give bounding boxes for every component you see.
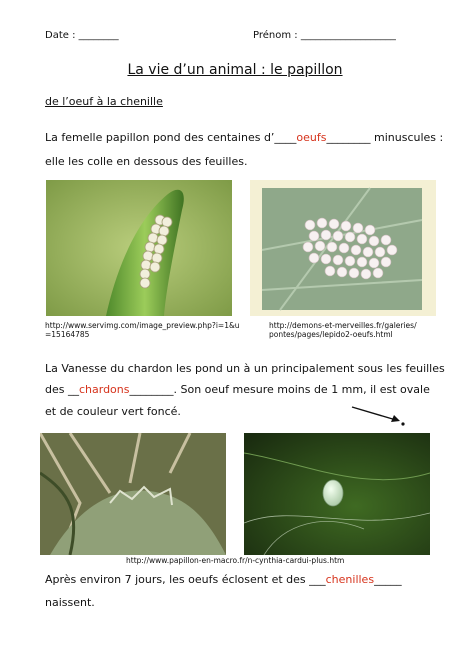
arrow-icon <box>350 404 410 426</box>
answer-chenilles: chenilles <box>325 573 375 586</box>
paragraph-2-line-2: des __chardons________. Son oeuf mesure moins de 1 mm, il est ovale <box>45 383 430 396</box>
paragraph-1-line-2: elle les colle en dessous des feuilles. <box>45 155 248 168</box>
photo-single-egg <box>244 433 430 555</box>
photo-thistle <box>40 433 226 555</box>
photo-egg-cluster <box>250 180 436 316</box>
photo-eggs-on-leaf <box>46 180 232 316</box>
page-title: La vie d’un animal : le papillon <box>127 62 343 78</box>
answer-chardons: chardons <box>78 383 130 396</box>
caption-bottom: http://www.papillon-en-macro.fr/n-cynthia-cardui-plus.htm <box>126 556 345 565</box>
name-label: Prénom : ___________________ <box>253 30 396 41</box>
paragraph-1-line-1: La femelle papillon pond des centaines d’____oeufs________ minuscules : <box>45 131 444 144</box>
caption-left: http://www.servimg.com/image_preview.php?i=1&u =15164785 <box>45 321 240 339</box>
date-label: Date : ________ <box>45 30 119 41</box>
paragraph-3-line-2: naissent. <box>45 596 95 609</box>
answer-oeufs: oeufs <box>296 131 327 144</box>
paragraph-3-line-1: Après environ 7 jours, les oeufs éclosent et des ___chenilles_____ <box>45 573 402 586</box>
section-title: de l’oeuf à la chenille <box>45 95 163 108</box>
paragraph-2-line-3: et de couleur vert foncé. <box>45 405 181 418</box>
caption-right: http://demons-et-merveilles.fr/galeries/ pontes/pages/lepido2-oeufs.html <box>269 321 417 339</box>
paragraph-2-line-1: La Vanesse du chardon les pond un à un principalement sous les feuilles <box>45 362 445 375</box>
